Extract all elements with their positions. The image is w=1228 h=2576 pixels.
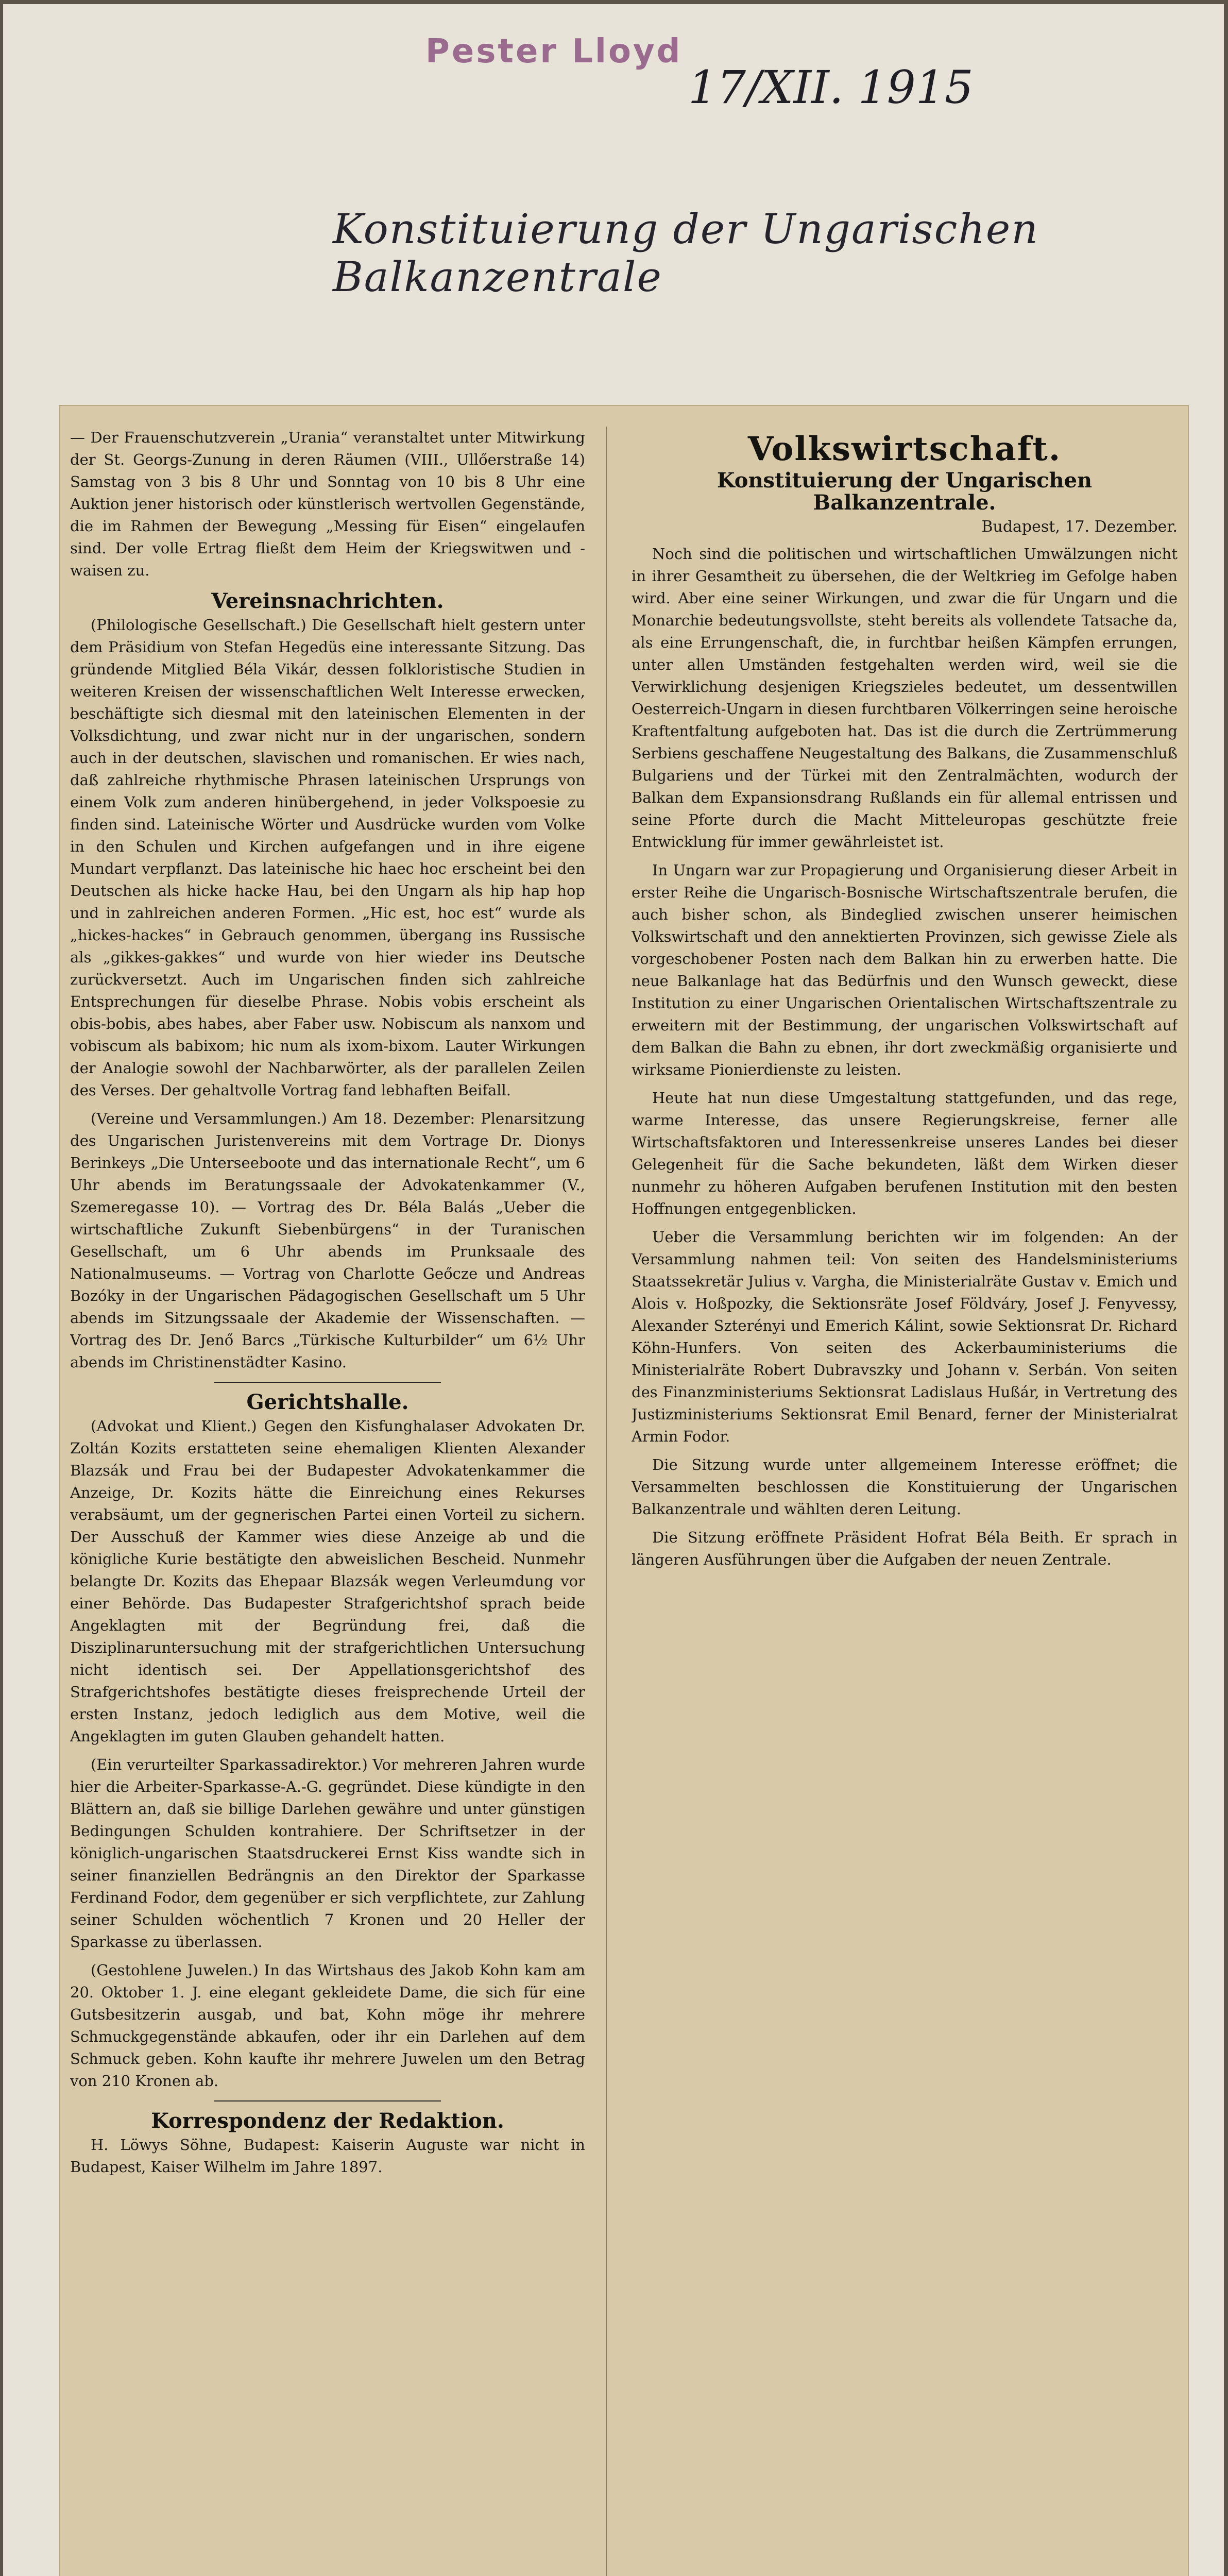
handwritten-date: 17/XII. 1915 — [688, 61, 974, 114]
advokat-klient-text: (Advokat und Klient.) Gegen den Kisfunghalaser Advokaten Dr. Zoltán Kozits erstatteten seine ehemaligen Klienten Alexander Blazsák und Frau bei der Budapester Advokatenkammer die Anzeige, Dr. Kozits hätte die Einreichung eines Rekurses verabsäumt, um der gegnerischen Partei einen Vorteil zu sichern. Der Ausschuß der Kammer wies diese Anzeige ab und die königliche Kurie bestätigte den abweislichen Bescheid. Nunmehr belangte Dr. Kozits das Ehepaar Blazsák wegen Verleumdung vor einer Behörde. Das Budapester Strafgerichtshof sprach beide Angeklagten mit der Begründung frei, daß die Disziplinaruntersuchung mit der strafgerichtlichen Untersuchung nicht identisch sei. Der Appellationsgerichtshof des Strafgerichtshofes bestätigte dieses freisprechende Urteil der ersten Instanz, jedoch lediglich aus dem Motive, weil die Angeklagten im guten Glauben gehandelt hatten. — [70, 1417, 585, 1745]
urania-notice: — Der Frauenschutzverein „Urania“ veranstaltet unter Mitwirkung der St. Georgs-Zunung in deren Räumen (VIII., Ullőerstraße 14) Samstag von 3 bis 8 Uhr und Sonntag von 10 bis 8 Uhr eine Auktion jener historisch oder künstlerisch wertvollen Gegenstände, die im Rahmen der Bewegung „Messing für Eisen“ eingelaufen sind. Der volle Ertrag fließt dem Heim der Kriegswitwen und -waisen zu. — [70, 429, 585, 579]
juwelen-text: (Gestohlene Juwelen.) In das Wirtshaus des Jakob Kohn kam am 20. Oktober 1. J. eine elegant gekleidete Dame, die sich für eine Gutsbesitzerin ausgab, und bat, Kohn möge ihr mehrere Schmuckgegenstände abkaufen, oder ihr ein Darlehen auf dem Schmuck geben. Kohn kaufte ihr mehrere Juwelen um den Betrag von 210 Kronen ab. — [70, 1961, 585, 2090]
korrespondenz-text: H. Löwys Söhne, Budapest: Kaiserin Auguste war nicht in Budapest, Kaiser Wilhelm im Jahre 1897. — [70, 2136, 585, 2176]
article-title: Konstituierung der Ungarischen Balkanzentrale. — [717, 468, 1093, 515]
section-divider — [214, 1382, 441, 1383]
article-paragraph: Ueber die Versammlung berichten wir im folgenden: An der Versammlung nahmen teil: Von seiten des Handelsministeriums Staatssekretär Julius v. Vargha, die Ministerialräte Gustav v. Emich und Alois v. Hoßpozky, die Sektionsräte Josef Földváry, Josef J. Fenyvessy, Alexander Szterényi und Emerich Kálint, sowie Sektionsrat Dr. Richard Köhn-Hunfers. Von seiten des Ackerbauministeriums die Ministerialräte Robert Dubravszky und Johann v. Serbán. Von seiten des Finanzministeriums Sektionsrat Ladislaus Hußár, in Vertretung des Justizministeriums Sektionsrat Emil Benard, ferner der Ministerialrat Armin Fodor. — [632, 1228, 1178, 1445]
newspaper-stamp: Pester Lloyd — [425, 32, 683, 71]
article-paragraph: In Ungarn war zur Propagierung und Organisierung dieser Arbeit in erster Reihe die Ungarisch-Bosnische Wirtschaftszentrale berufen, die auch bisher schon, als Bindeglied zwischen unserer heimischen Volkswirtschaft und den annektierten Provinzen, sich gewisse Ziele als vorgeschobener Posten nach dem Balkan hin zu erwerben hatte. Die neue Balkanlage hat das Bedürfnis und den Wunsch geweckt, diese Institution zu einer Ungarischen Orientalischen Wirtschaftszentrale zu erweitern mit der Bestimmung, der ungarischen Volkswirtschaft auf dem Balkan die Bahn zu ebnen, ihr dort zweckmäßig organisierte und wirksame Pionierdienste zu leisten. — [632, 861, 1178, 1078]
newspaper-clipping — [60, 406, 1188, 2576]
volkswirtschaft-heading: Volkswirtschaft. — [747, 430, 1062, 468]
vereinsnachrichten-heading: Vereinsnachrichten. — [211, 589, 444, 613]
article-paragraph: Heute hat nun diese Umgestaltung stattgefunden, und das rege, warme Interesse, das unsere Regierungskreise, ferner alle Wirtschaftsfaktoren und Interessenkreise unseres Landes bei dieser Gelegenheit für die Sache bekundeten, läßt dem Wirken dieser nunmehr zu höheren Aufgaben berufenen Institution mit den besten Hoffnungen entgegenblicken. — [632, 1089, 1178, 1217]
handwritten-title-note: Konstituierung der Ungarischen Balkanzentrale — [333, 205, 1039, 301]
column-divider — [606, 427, 607, 2576]
right-column — [632, 427, 1178, 2576]
article-paragraph: Noch sind die politischen und wirtschaftlichen Umwälzungen nicht in ihrer Gesamtheit zu übersehen, die der Weltkrieg im Gefolge haben wird. Aber eine seiner Wirkungen, und zwar die für Ungarn und die Monarchie bedeutungsvollste, steht bereits als vollendete Tatsache da, als eine Errungenschaft, die, in furchtbar heißen Kämpfen errungen, unter allen Umständen festgehalten werden wird, weil sie die Verwirklichung desjenigen Kriegszieles bedeutet, um dessentwillen Oesterreich-Ungarn in diesen furchtbaren Völkerringen seine heroische Kraftentfaltung aufgeboten hat. Das ist die durch die Zertrümmerung Serbiens geschaffene Neugestaltung des Balkans, die Zusammenschluß Bulgariens und der Türkei mit den Zentralmächten, wodurch der Balkan dem Expansionsdrang Rußlands ein für allemal entrissen und seine Pforte durch die Macht Mitteleuropas geschützte freie Entwicklung für immer gewährleistet ist. — [632, 545, 1178, 851]
dateline: Budapest, 17. Dezember. — [981, 518, 1178, 536]
left-column — [70, 427, 585, 2576]
scan-sheet — [3, 4, 1224, 2576]
section-divider — [214, 2100, 441, 2102]
article-paragraph: Die Sitzung wurde unter allgemeinem Interesse eröffnet; die Versammelten beschlossen die Konstituierung der Ungarischen Balkanzentrale und wählten deren Leitung. — [632, 1456, 1178, 1518]
korrespondenz-heading: Korrespondenz der Redaktion. — [151, 2109, 504, 2133]
vereine-meetings-text: (Vereine und Versammlungen.) Am 18. Dezember: Plenarsitzung des Ungarischen Juristenvereins mit dem Vortrage Dr. Dionys Berinkeys „Die Unterseeboote und das internationale Recht“, um 6 Uhr abends im Beratungssaale der Advokatenkammer (V., Szemeregasse 10). — Vortrag des Dr. Béla Balás „Ueber die wirtschaftliche Zukunft Siebenbürgens“ in der Turanischen Gesellschaft, um 6 Uhr abends im Prunksaale des Nationalmuseums. — Vortrag von Charlotte Geőcze und Andreas Bozóky in der Ungarischen Pädagogischen Gesellschaft um 5 Uhr abends im Sitzungssaale der Akademie der Wissenschaften. — Vortrag des Dr. Jenő Barcs „Türkische Kulturbilder“ um 6½ Uhr abends im Christinenstädter Kasino. — [70, 1110, 585, 1371]
gerichtshalle-heading: Gerichtshalle. — [246, 1390, 409, 1414]
sparkasse-text: (Ein verurteilter Sparkassadirektor.) Vor mehreren Jahren wurde hier die Arbeiter-Sparkasse-A.-G. gegründet. Diese kündigte in den Blättern an, daß sie billige Darlehen gewähre und unter günstigen Bedingungen Schulden kontrahiere. Der Schriftsetzer in der königlich-ungarischen Staatsdruckerei Ernst Kiss wandte sich in seiner finanziellen Bedrängnis an den Direktor der Sparkasse Ferdinand Fodor, dem gegenüber er sich verpflichtete, zur Zahlung seiner Schulden wöchentlich 7 Kronen und 20 Heller der Sparkasse zu überlassen. — [70, 1756, 585, 1951]
philologische-text: (Philologische Gesellschaft.) Die Gesellschaft hielt gestern unter dem Präsidium von Stefan Hegedüs eine interessante Sitzung. Das gründende Mitglied Béla Vikár, dessen folkloristische Studien in weiteren Kreisen der wissenschaftlichen Welt Interesse erwecken, beschäftigte sich diesmal mit den lateinischen Elementen in der Volksdichtung, und zwar nicht nur in der ungarischen, sondern auch in der deutschen, slavischen und romanischen. Er wies nach, daß zahlreiche rhythmische Phrasen lateinischen Ursprungs von einem Volk zum anderen hinübergehend, in jeder Volkspoesie zu finden sind. Lateinische Wörter und Ausdrücke wurden vom Volke in den Schulen und Kirchen aufgefangen und in ihre eigene Mundart verpflanzt. Das lateinische hic haec hoc erscheint bei den Deutschen als hicke hacke Hau, bei den Ungarn als hip hap hop und in zahlreichen anderen Formen. „Hic est, hoc est“ wurde als „hickes-hackes“ in Gebrauch genommen, übergang ins Russische als „gikkes-gakkes“ und wurde von hier wieder ins Deutsche zurückversetzt. Auch im Ungarischen finden sich zahlreiche Entsprechungen für dieselbe Phrase. Nobis vobis erscheint als obis-bobis, abes habes, aber Faber usw. Nobiscum als nanxom und vobiscum als babixom; hic num als ixom-bixom. Lauter Wirkungen der Analogie sowohl der Nachbarwörter, als der parallelen Zeilen des Verses. Der gehaltvolle Vortrag fand lebhaften Beifall. — [70, 616, 585, 1099]
article-paragraph: Die Sitzung eröffnete Präsident Hofrat Béla Beith. Er sprach in längeren Ausführungen über die Aufgaben der neuen Zentrale. — [632, 1529, 1178, 1568]
